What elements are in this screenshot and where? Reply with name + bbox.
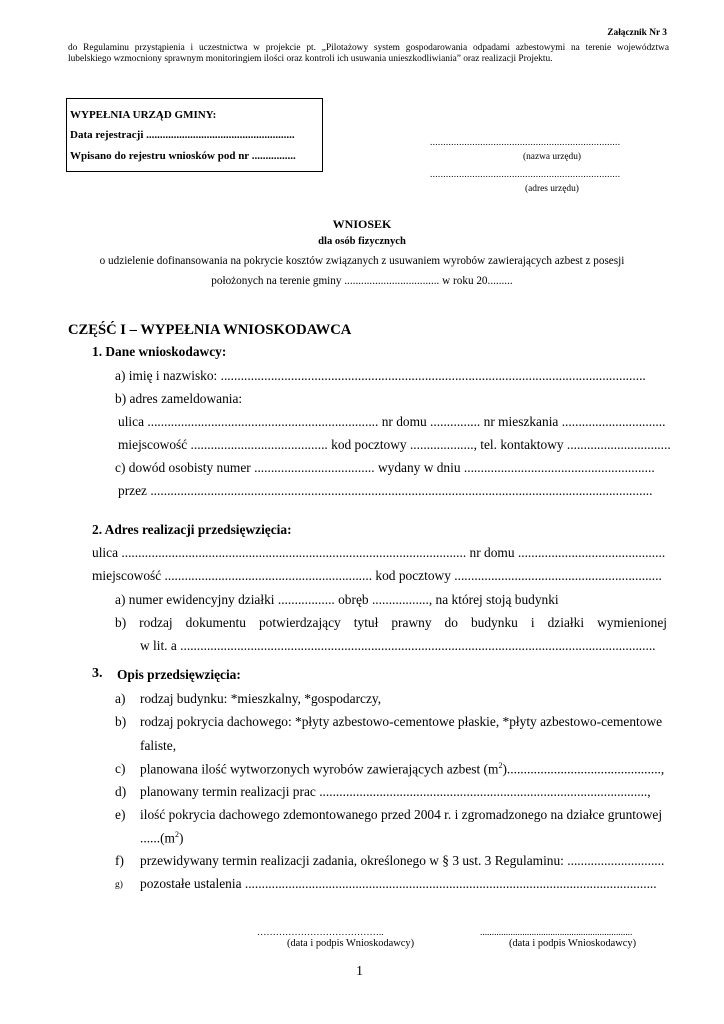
part1-heading: CZĘŚĆ I – WYPEŁNIA WNIOSKODAWCA [68,322,352,338]
office-name-label: (nazwa urzędu) [523,152,582,162]
dismantled-roof-field[interactable]: ilość pokrycia dachowego zdemontowanego przed 2004 r. i zgromadzonego na działce gruntowej [140,807,663,822]
title-document-field[interactable]: b) rodzaj dokumentu potwierdzający tytuł prawny do budynku i działki wymienionej [115,615,667,630]
signature-2-line[interactable]: ................................................................. [480,928,633,938]
signature-2-label: (data i podpis Wnioskodawcy) [509,938,637,949]
square-superscript: 2 [498,761,503,770]
applicant-city-field[interactable]: miejscowość ......................................... kod pocztowy ..................., tel. kontaktowy ............................... [118,437,671,452]
roof-type-field[interactable]: rodzaj pokrycia dachowego: *płyty azbestowo-cementowe płaskie, *płyty azbestowo-cementowe [140,714,663,729]
id-card-field[interactable]: c) dowód osobisty numer .................................... wydany w dniu ......................................................... [115,460,655,475]
item-a-marker: a) [115,691,126,706]
office-address-label: (adres urzędu) [525,184,579,194]
dismantled-roof-continuation[interactable] [140,830,183,846]
task-date-field[interactable]: przewidywany termin realizacji zadania, określonego w § 3 ust. 3 Regulaminu: ............................. [140,853,665,868]
asbestos-quantity-field[interactable] [140,761,664,777]
applicant-street-field[interactable]: ulica ..................................................................... nr domu ............... nr mieszkania ............................... [118,414,666,429]
document-subtitle: dla osób fizycznych [318,236,406,247]
building-type-field[interactable]: rodzaj budynku: *mieszkalny, *gospodarczy, [140,691,382,706]
item-c-marker: c) [115,761,126,776]
item-b-marker: b) [115,714,127,729]
document-purpose-line-2: położonych na terenie gminy .................................. w roku 20......... [211,275,513,287]
id-issued-by-field[interactable]: przez ...................................................................................................................................................... [118,483,653,498]
other-arrangements-field[interactable]: pozostałe ustalenia ........................................................................................................................... [140,876,657,891]
section1-title: 1. Dane wnioskodawcy: [92,344,227,359]
applicant-name-field[interactable]: a) imię i nazwisko: ............................................................................................................................... [115,368,646,383]
registration-date-field[interactable]: Data rejestracji ...................................................... [70,129,295,141]
asbestos-quantity-text: planowana ilość wytworzonych wyrobów zawierających azbest (m [140,761,499,777]
item-e-marker: e) [115,807,126,822]
signature-1-label: (data i podpis Wnioskodawcy) [287,938,415,949]
signature-1-line[interactable]: ………………………………….. [257,928,384,938]
section2-title: 2. Adres realizacji przedsięwzięcia: [92,522,292,537]
roof-type-continuation: faliste, [140,738,177,753]
document-title: WNIOSEK [332,217,392,231]
office-box [66,98,323,172]
item-g-marker: g) [115,880,123,890]
page-number: 1 [356,964,363,979]
title-document-continuation[interactable]: w lit. a .............................................................................................................................................. [140,638,656,653]
square-superscript-2: 2 [174,830,179,839]
registered-address-label: b) adres zameldowania: [115,391,243,406]
attachment-label: Załącznik Nr 3 [607,28,667,38]
office-address-field[interactable]: ........................................................................ [430,170,621,180]
document-purpose-line-1: o udzielenie dofinansowania na pokrycie kosztów związanych z usuwaniem wyrobów zawierających azbest z posesji [99,255,625,267]
project-street-field[interactable]: ulica ....................................................................................................... nr domu ............................................ [92,545,666,560]
item-d-marker: d) [115,784,127,799]
project-city-field[interactable]: miejscowość .............................................................. kod pocztowy .............................................................. [92,568,662,583]
parcel-number-field[interactable]: a) numer ewidencyjny działki ................. obręb ................., na której stoją budynki [115,592,559,607]
dismantled-roof-dots: ......(m [140,830,175,846]
register-number-field[interactable]: Wpisano do rejestru wniosków pod nr ................ [70,150,296,162]
item-f-marker: f) [115,853,124,868]
planned-date-field[interactable]: planowany termin realizacji prac .................................................................................................., [140,784,651,799]
section3-number: 3. [92,666,103,681]
office-name-field[interactable]: ........................................................................ [430,138,621,148]
asbestos-quantity-dots: ).............................................., [502,761,665,777]
dismantled-roof-close: ) [178,830,184,846]
intro-line-1: do Regulaminu przystąpienia i uczestnictwa w projekcie pt. „Pilotażowy system gospodarowania odpadami azbestowymi na terenie województwa [68,43,669,53]
intro-line-2: lubelskiego wzmocniony sprawnym monitoringiem ilości oraz kontroli ich usuwania unieszkodliwiania” oraz realizacji Projektu. [68,54,553,64]
office-box-title: WYPEŁNIA URZĄD GMINY: [70,109,217,121]
section3-title: Opis przedsięwzięcia: [117,667,241,682]
